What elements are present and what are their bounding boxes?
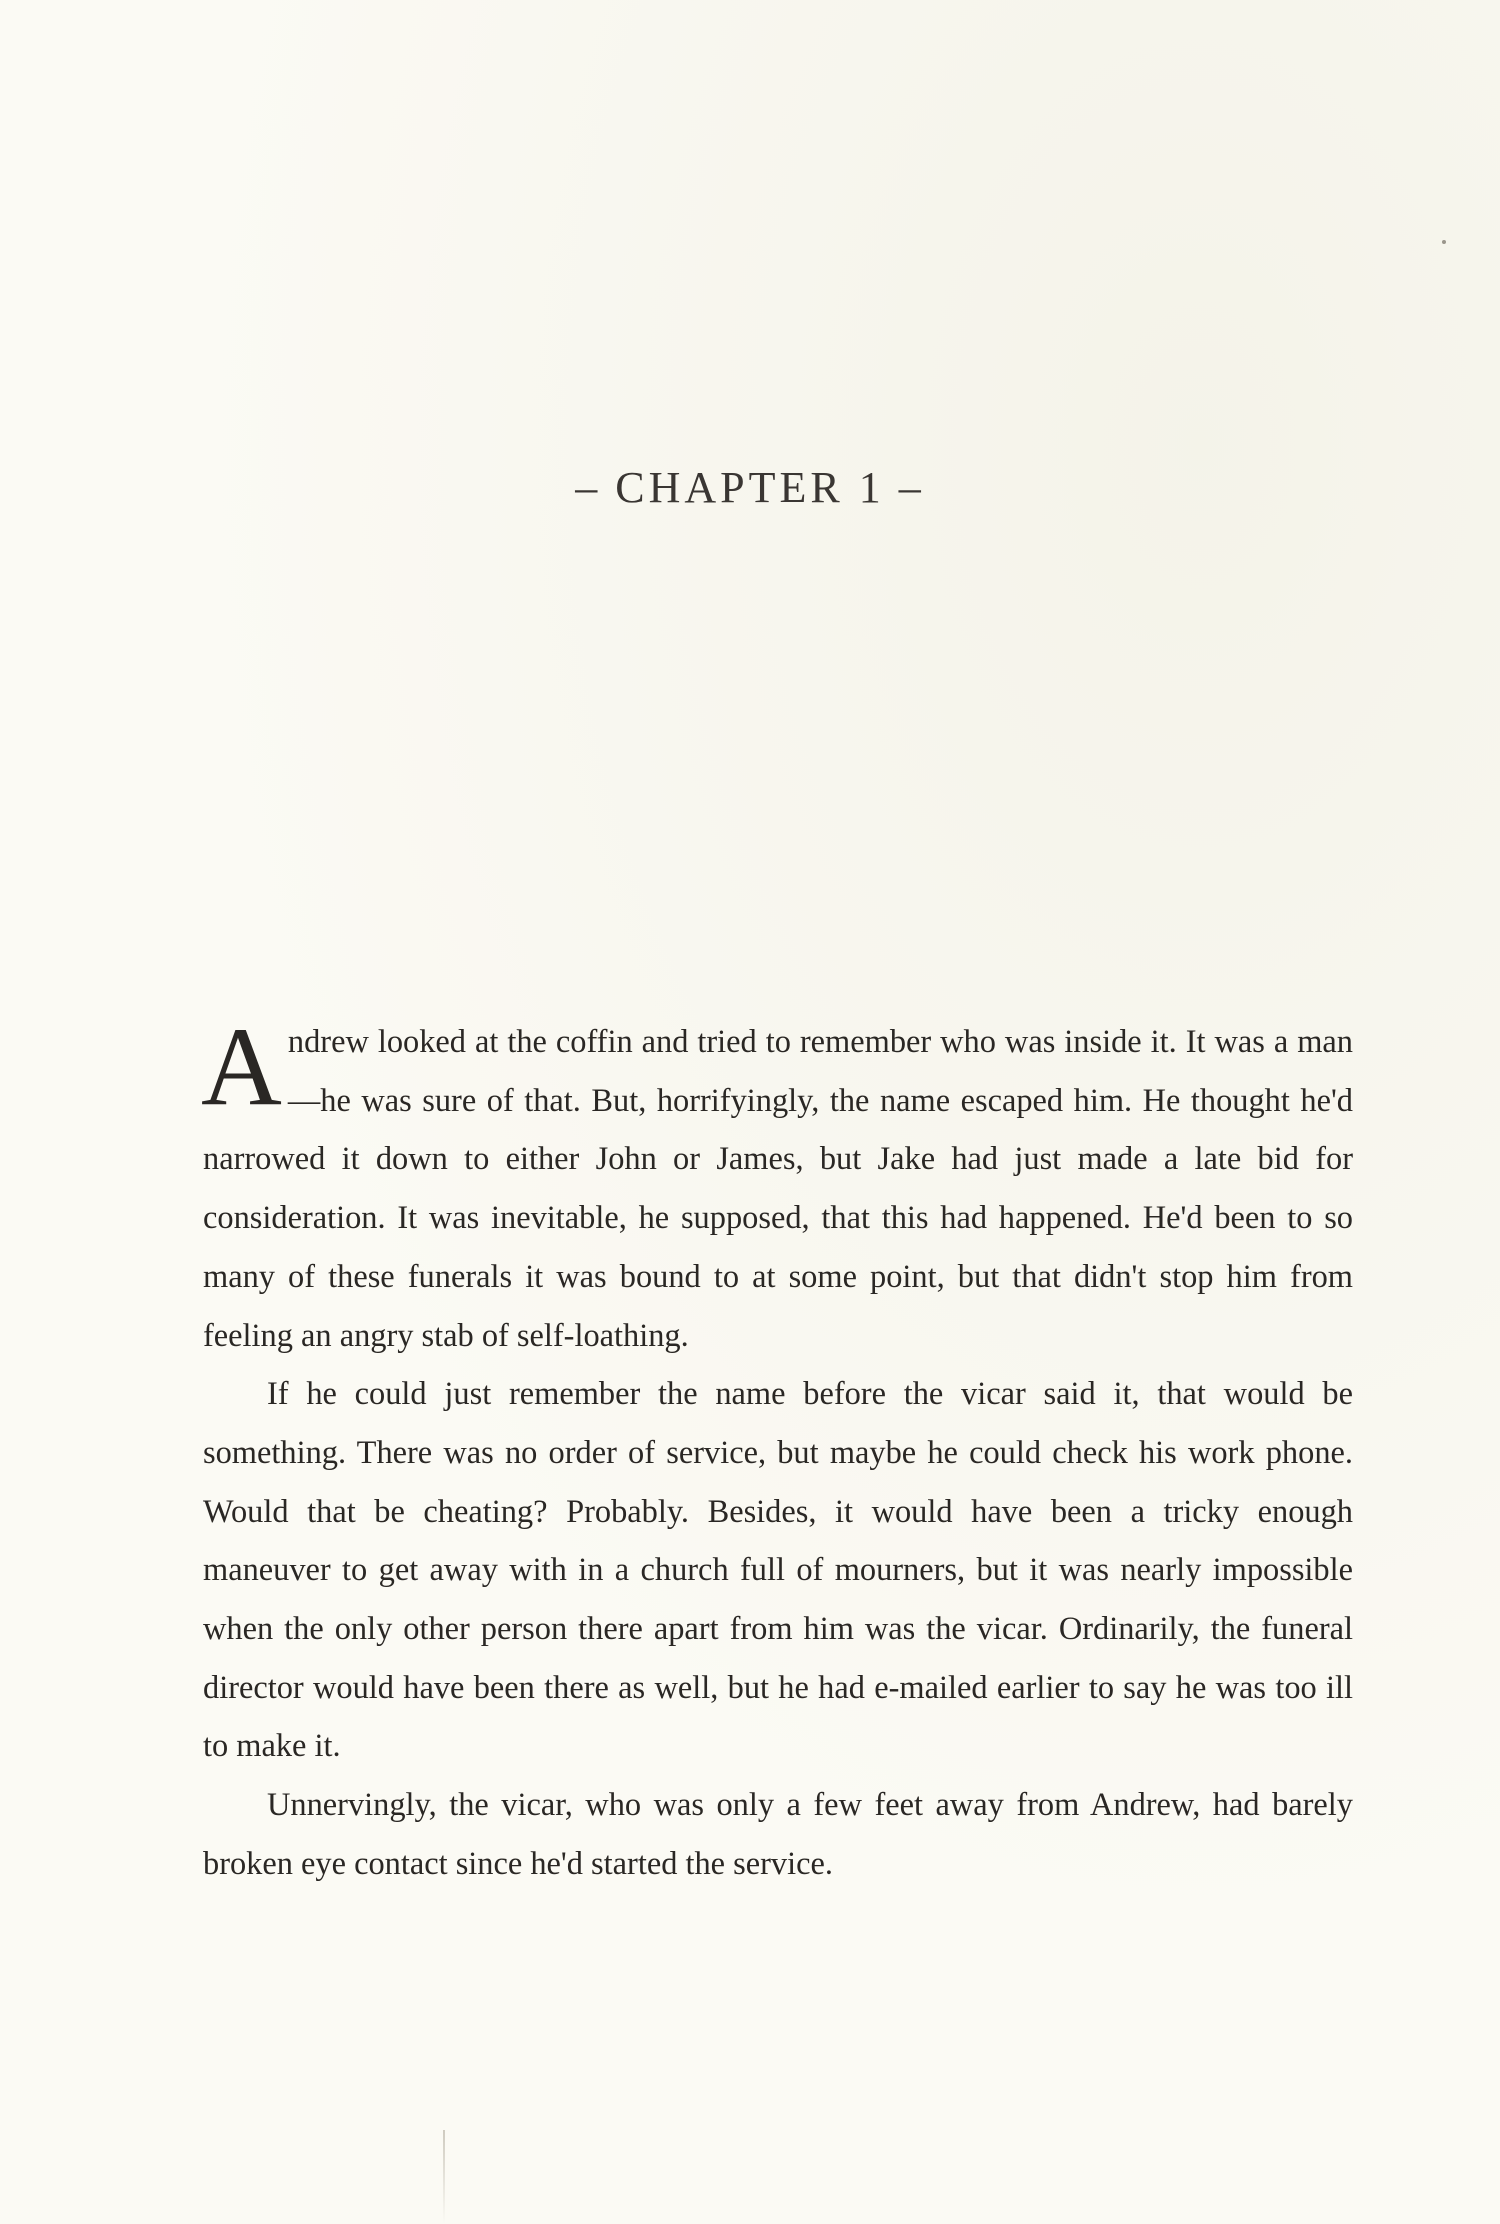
paragraph-1-text: ndrew looked at the coffin and tried to remember who was inside it. It was a man—he was sure of that. But, horrifyingly, the name escaped him. He thought he'd narrowed it down to either John or James, but Jake had just made a late bid for consideration. It was inevitable, he supposed, that this had happened. He'd been to so many of these funerals it was bound to at some point, but that didn't stop him from feeling an angry stab of self-loathing. [203, 1024, 1353, 1354]
drop-cap: A [201, 1005, 282, 1129]
chapter-body [201, 1005, 1353, 1894]
gutter-mark [443, 2130, 445, 2224]
chapter-dash-right: – [898, 463, 925, 512]
paragraph-3: Unnervingly, the vicar, who was only a few feet away from Andrew, had barely broken eye contact since he'd started the service. [203, 1787, 1353, 1882]
paragraph-2: If he could just remember the name before the vicar said it, that would be something. There was no order of service, but maybe he could check his work phone. Would that be cheating? Probably. Besides, it would have been a tricky enough maneuver to get away with in a church full of mourners, but it was nearly impossible when the only other person there apart from him was the vicar. Ordinarily, the funeral director would have been there as well, but he had e-mailed earlier to say he was too ill to make it. [203, 1376, 1353, 1765]
paragraph-1 [201, 1005, 1353, 1365]
chapter-label: CHAPTER [615, 463, 844, 512]
chapter-heading [0, 462, 1500, 513]
page-speck [1442, 240, 1446, 244]
chapter-dash-left: – [575, 463, 602, 512]
chapter-number: 1 [858, 463, 885, 512]
